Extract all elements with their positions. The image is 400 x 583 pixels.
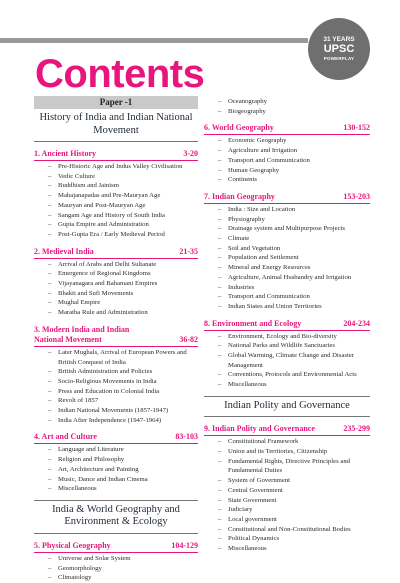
- topic-item: – Judiciary: [204, 505, 370, 515]
- topic-item: – Agriculture, Animal Husbandry and Irrigation: [204, 273, 370, 283]
- topic-item: – Buddhism and Jainism: [34, 181, 198, 191]
- topic-list: [204, 437, 370, 553]
- topic-list: [34, 348, 198, 426]
- topic-item: – Universe and Solar System: [34, 554, 198, 564]
- chapter-title[interactable]: 7. Indian Geography: [204, 191, 275, 201]
- topic-item: – Later Mughals, Arrival of European Powers and British Conquest of India: [34, 348, 198, 367]
- chapter-title[interactable]: 3. Modern India and Indian National Movement: [34, 324, 130, 344]
- chapter-world-geography[interactable]: [204, 123, 370, 185]
- chapter-title[interactable]: 1. Ancient History: [34, 149, 96, 158]
- topic-item: – British Administration and Policies: [34, 367, 198, 377]
- badge-upsc: UPSC: [323, 43, 355, 55]
- chapter-title[interactable]: 9. Indian Polity and Governance: [204, 424, 315, 434]
- top-rule: [0, 38, 308, 43]
- chapter-indian-geography[interactable]: [204, 192, 370, 312]
- topic-item: – Political Dynamics: [204, 534, 370, 544]
- section-geography: India & World Geography and Environment & Ecology: [34, 500, 198, 534]
- topic-list: [34, 554, 198, 583]
- topic-item: – Miscellaneous: [204, 544, 370, 554]
- chapter-pages: 36-82: [179, 334, 198, 344]
- topic-item: – Climate: [204, 234, 370, 244]
- chapter-pages: 104-129: [171, 540, 198, 550]
- topic-item: – Biogeography: [204, 107, 370, 117]
- chapter-pages: 3-20: [183, 149, 198, 158]
- topic-item: – Socio-Religious Movements in India: [34, 377, 198, 387]
- topic-item: – Climatology: [34, 573, 198, 583]
- topic-item: – Transport and Communication: [204, 292, 370, 302]
- topic-item: – Revolt of 1857: [34, 396, 198, 406]
- topic-item: – Vedic Culture: [34, 172, 198, 182]
- topic-item: – Constitutional and Non-Constitutional Bodies: [204, 525, 370, 535]
- topic-item: – Global Warming, Climate Change and Disaster Management: [204, 351, 370, 370]
- topic-item: – Miscellaneous: [34, 484, 198, 494]
- chapter-ancient-history[interactable]: [34, 149, 198, 240]
- topic-item: – Press and Education in Colonial India: [34, 387, 198, 397]
- topic-item: – Maratha Rule and Administration: [34, 308, 198, 318]
- topic-item: – Religion and Philosophy: [34, 455, 198, 465]
- topic-item: – Population and Settlement: [204, 253, 370, 263]
- upsc-powerplay-badge: [308, 18, 370, 80]
- topic-item: – Oceanography: [204, 97, 370, 107]
- topic-item: – Mineral and Energy Resources: [204, 263, 370, 273]
- paper-label: Paper -1: [34, 96, 198, 109]
- topic-item: – National Parks and Wildlife Sanctuaries: [204, 341, 370, 351]
- topic-item: – Arrival of Arabs and Delhi Sultanate: [34, 260, 198, 270]
- topic-item: – Drainage system and Multipurpose Projects: [204, 224, 370, 234]
- right-column: [204, 96, 370, 554]
- topic-item: – Bhakti and Sufi Movements: [34, 289, 198, 299]
- topic-list-continued: [204, 97, 370, 116]
- topic-item: – Indian National Movements (1857-1947): [34, 406, 198, 416]
- topic-item: – Soil and Vegetation: [204, 244, 370, 254]
- chapter-pages: 130-152: [343, 123, 370, 133]
- chapter-indian-polity[interactable]: [204, 424, 370, 553]
- topic-list: [34, 260, 198, 318]
- topic-item: – Sangam Age and History of South India: [34, 211, 198, 221]
- left-column: [34, 96, 198, 583]
- chapter-pages: 153-203: [343, 191, 370, 201]
- topic-item: – Continents: [204, 175, 370, 185]
- topic-item: – Geomorphology: [34, 564, 198, 574]
- chapter-medieval-india[interactable]: [34, 247, 198, 318]
- topic-item: – Emergence of Regional Kingdoms: [34, 269, 198, 279]
- topic-list: [34, 445, 198, 494]
- chapter-environment-ecology[interactable]: [204, 319, 370, 390]
- topic-item: – Economic Geography: [204, 136, 370, 146]
- topic-item: – Mughal Empire: [34, 298, 198, 308]
- topic-item: – Mahajanapadas and Pre-Mauryan Age: [34, 191, 198, 201]
- chapter-title[interactable]: 8. Environment and Ecology: [204, 318, 302, 328]
- topic-item: – Agriculture and Irrigation: [204, 146, 370, 156]
- topic-item: – Constitutional Framework: [204, 437, 370, 447]
- chapter-title[interactable]: 2. Medieval India: [34, 246, 94, 256]
- topic-list: [204, 332, 370, 390]
- topic-item: – Physiography: [204, 215, 370, 225]
- chapter-pages: 21-35: [179, 246, 198, 256]
- chapter-title[interactable]: 5. Physical Geography: [34, 540, 111, 550]
- topic-item: – India : Size and Location: [204, 205, 370, 215]
- topic-item: – Local government: [204, 515, 370, 525]
- topic-item: – Union and its Territories, Citizenship: [204, 447, 370, 457]
- topic-item: – Gupta Empire and Administration: [34, 220, 198, 230]
- chapter-physical-geography[interactable]: [34, 541, 198, 583]
- badge-powerplay: POWERPLAY: [323, 56, 355, 61]
- topic-item: – Mauryan and Post-Mauryan Age: [34, 201, 198, 211]
- chapter-pages: 235-299: [343, 424, 370, 434]
- topic-item: – Indian States and Union Territories: [204, 302, 370, 312]
- chapter-art-culture[interactable]: [34, 432, 198, 494]
- topic-item: – Pre-Historic Age and Indus Valley Civilisation: [34, 162, 198, 172]
- chapter-modern-india[interactable]: [34, 325, 198, 426]
- section-history: History of India and Indian National Movement: [34, 109, 198, 142]
- topic-item: – Environment, Ecology and Bio-diversity: [204, 332, 370, 342]
- page-title: Contents: [35, 52, 205, 96]
- topic-item: – Post-Gupta Era / Early Medieval Period: [34, 230, 198, 240]
- topic-item: – Vijayanagara and Bahamani Empires: [34, 279, 198, 289]
- topic-item: – Industries: [204, 283, 370, 293]
- topic-item: – Miscellaneous: [204, 380, 370, 390]
- topic-item: – System of Government: [204, 476, 370, 486]
- topic-list: [34, 162, 198, 240]
- topic-item: – State Government: [204, 496, 370, 506]
- topic-item: – Human Geography: [204, 166, 370, 176]
- topic-item: – Conventions, Protocols and Environmental Acts: [204, 370, 370, 380]
- topic-item: – Music, Dance and Indian Cinema: [34, 475, 198, 485]
- section-polity: Indian Polity and Governance: [204, 396, 370, 418]
- topic-list: [204, 136, 370, 185]
- topic-list: [204, 205, 370, 312]
- chapter-title[interactable]: 6. World Geography: [204, 123, 274, 133]
- topic-item: – Art, Architecture and Painting: [34, 465, 198, 475]
- topic-item: – Fundamental Rights, Directive Principles and Fundamental Duties: [204, 457, 370, 476]
- chapter-pages: 204-234: [343, 318, 370, 328]
- chapter-pages: 83-103: [175, 432, 198, 442]
- topic-item: – Central Government: [204, 486, 370, 496]
- topic-item: – Language and Literature: [34, 445, 198, 455]
- badge-years: 31 YEARS: [323, 35, 355, 43]
- chapter-title[interactable]: 4. Art and Culture: [34, 432, 97, 442]
- topic-item: – India After Independence (1947-1964): [34, 416, 198, 426]
- topic-item: – Transport and Communication: [204, 156, 370, 166]
